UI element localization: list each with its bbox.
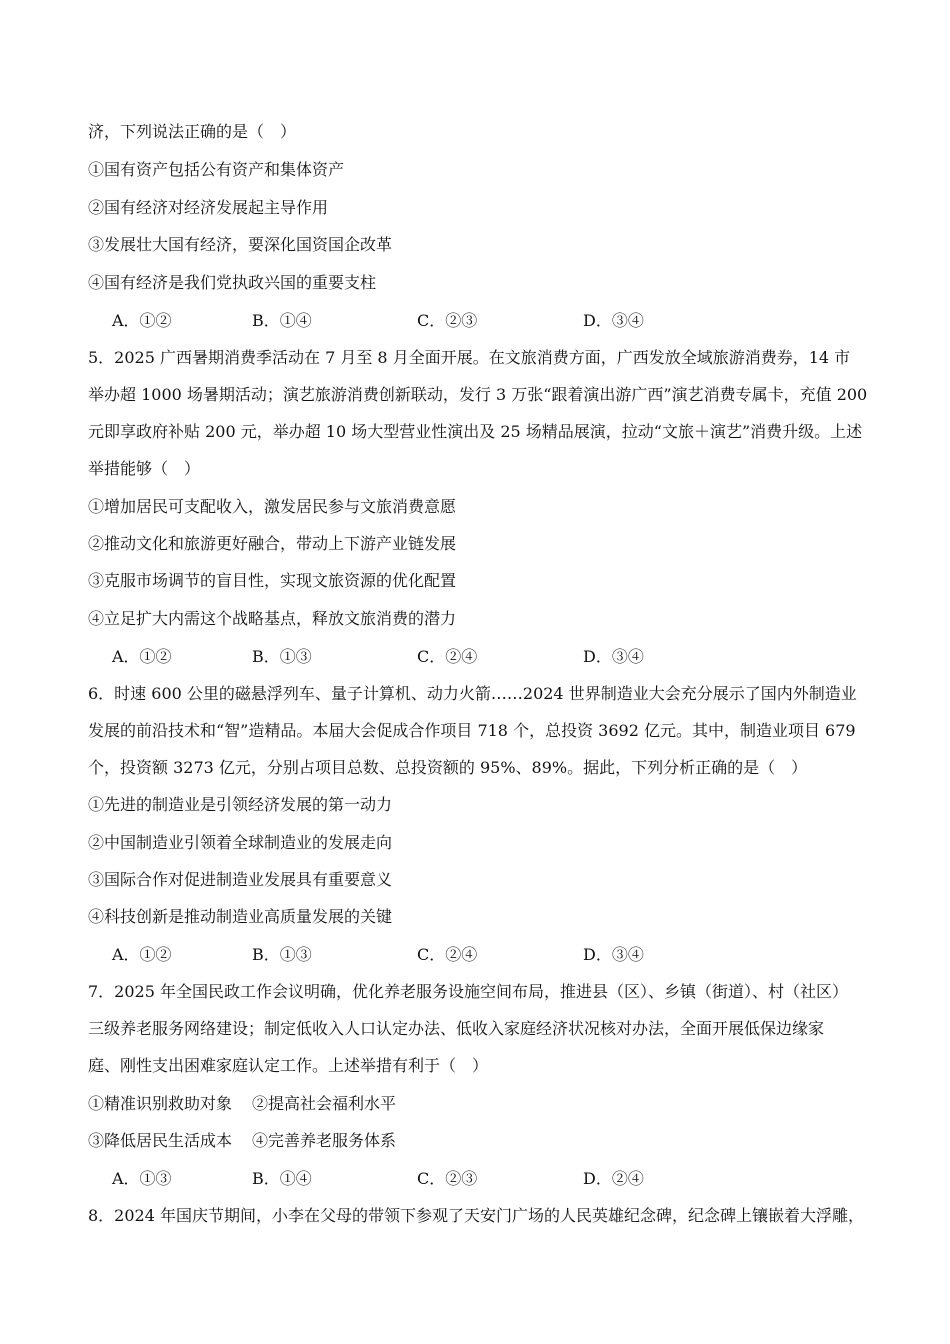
q6-stem-line-2: 发展的前沿技术和“智”造精品。本届大会促成合作项目 718 个，总投资 3692 亿元。其中，制造业项目 679 [88, 721, 856, 740]
q4-item-1: ①国有资产包括公有资产和集体资产 [88, 160, 345, 179]
q5-option-c: C．②④ [417, 647, 478, 666]
q5-item-4: ④立足扩大内需这个战略基点，释放文旅消费的潜力 [88, 609, 457, 628]
q5-option-d: D．③④ [583, 647, 644, 666]
q6-option-d: D．③④ [583, 945, 644, 964]
q6-item-4: ④科技创新是推动制造业高质量发展的关键 [88, 907, 393, 926]
q5-stem-line-4: 举措能够（ ） [88, 459, 201, 478]
q7-item-row-2 [88, 1131, 868, 1151]
q5-item-3: ③克服市场调节的盲目性，实现文旅资源的优化配置 [88, 571, 457, 590]
q6-item-2: ②中国制造业引领着全球制造业的发展走向 [88, 833, 393, 852]
q5-option-b: B．①③ [252, 647, 312, 666]
q6-item-3: ③国际合作对促进制造业发展具有重要意义 [88, 870, 393, 889]
q6-stem-line-3: 个，投资额 3273 亿元，分别占项目总数、总投资额的 95%、89%。据此，下列分析正确的是（ ） [88, 758, 808, 777]
q4-option-a: A．①② [112, 311, 172, 330]
q7-item-3: ③降低居民生活成本 [88, 1131, 233, 1150]
q7-item-2: ②提高社会福利水平 [252, 1094, 397, 1113]
q7-stem-line-2: 三级养老服务网络建设；制定低收入人口认定办法、低收入家庭经济状况核对办法，全面开展低保边缘家 [88, 1019, 825, 1038]
q7-item-row-1 [88, 1094, 868, 1114]
q7-stem-line-3: 庭、刚性支出困难家庭认定工作。上述举措有利于（ ） [88, 1056, 489, 1075]
q5-item-1: ①增加居民可支配收入，激发居民参与文旅消费意愿 [88, 497, 457, 516]
q7-option-a: A．①③ [112, 1169, 172, 1188]
q7-option-d: D．②④ [583, 1169, 644, 1188]
q4-stem-tail: 济，下列说法正确的是（ ） [88, 122, 297, 141]
q4-option-b: B．①④ [252, 311, 312, 330]
q4-item-4: ④国有经济是我们党执政兴国的重要支柱 [88, 273, 377, 292]
q8-stem-line-1: 8．2024 年国庆节期间，小李在父母的带领下参观了天安门广场的人民英雄纪念碑，纪念碑上镶嵌着大浮雕， [88, 1206, 864, 1225]
q7-option-c: C．②③ [417, 1169, 478, 1188]
q6-option-c: C．②④ [417, 945, 478, 964]
q4-item-2: ②国有经济对经济发展起主导作用 [88, 198, 329, 217]
q5-item-2: ②推动文化和旅游更好融合，带动上下游产业链发展 [88, 534, 457, 553]
q6-option-b: B．①③ [252, 945, 312, 964]
q6-item-1: ①先进的制造业是引领经济发展的第一动力 [88, 795, 393, 814]
q7-stem-line-1: 7．2025 年全国民政工作会议明确，优化养老服务设施空间布局，推进县（区）、乡镇（街道）、村（社区） [88, 982, 848, 1001]
q6-stem-line-1: 6．时速 600 公里的磁悬浮列车、量子计算机、动力火箭……2024 世界制造业大会充分展示了国内外制造业 [88, 684, 857, 703]
q5-stem-line-3: 元即享政府补贴 200 元，举办超 10 场大型营业性演出及 25 场精品展演，拉动“文旅＋演艺”消费升级。上述 [88, 422, 863, 441]
q5-option-a: A．①② [112, 647, 172, 666]
q7-item-4: ④完善养老服务体系 [252, 1131, 397, 1150]
q7-item-1: ①精准识别救助对象 [88, 1094, 233, 1113]
q4-option-d: D．③④ [583, 311, 644, 330]
q5-stem-line-2: 举办超 1000 场暑期活动；演艺旅游消费创新联动，发行 3 万张“跟着演出游广西”演艺消费专属卡，充值 200 [88, 385, 868, 404]
q6-option-a: A．①② [112, 945, 172, 964]
q4-item-3: ③发展壮大国有经济，要深化国资国企改革 [88, 235, 393, 254]
q7-option-b: B．①④ [252, 1169, 312, 1188]
q4-option-c: C．②③ [417, 311, 478, 330]
q5-stem-line-1: 5．2025 广西暑期消费季活动在 7 月至 8 月全面开展。在文旅消费方面，广西发放全域旅游消费券，14 市 [88, 348, 851, 367]
